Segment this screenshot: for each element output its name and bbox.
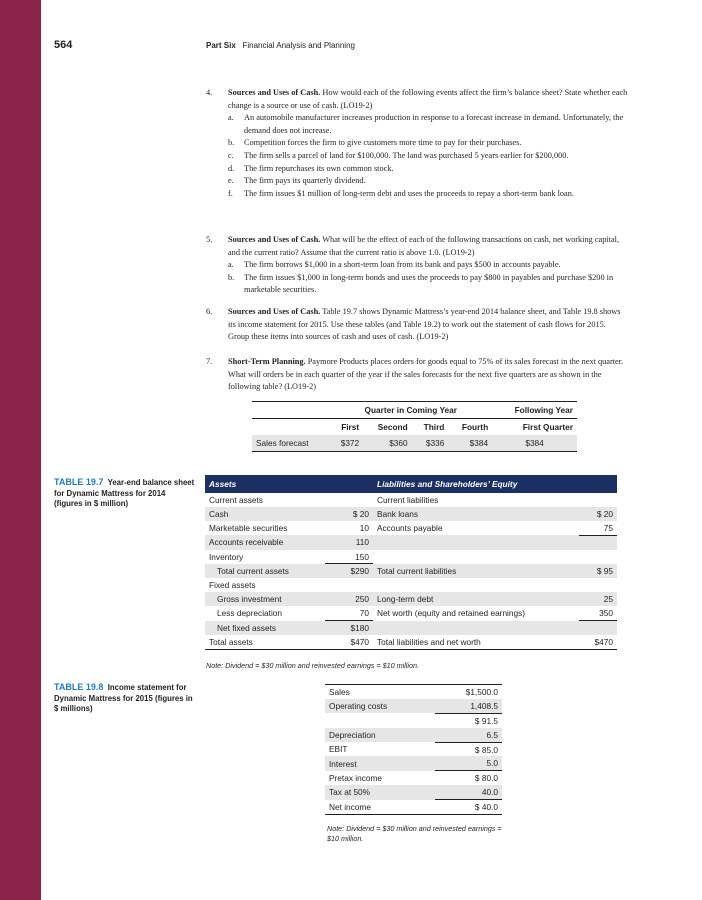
table-row — [325, 742, 502, 756]
table-header-row — [252, 419, 577, 436]
question-number: 6. — [206, 307, 213, 316]
caption-text: Income statement for Dynamic Mattress for 2015 (figures in $ millions) — [54, 683, 193, 713]
group-header-following-year: Following Year — [492, 402, 577, 419]
item-letter: f. — [228, 188, 233, 198]
item-text: The firm borrows $1,000 in a short-term loan from its bank and pays $500 in accounts payable. — [244, 260, 561, 270]
income-statement-table — [325, 684, 502, 815]
note-label: Note: — [206, 661, 224, 670]
sales-forecast-table — [252, 401, 577, 452]
table-cell: $384 — [492, 435, 577, 452]
liability-label: Total current liabilities — [373, 564, 579, 578]
page-spine — [0, 0, 41, 900]
table-row — [205, 635, 617, 649]
liability-label: Long-term debt — [373, 592, 579, 606]
liability-label — [373, 621, 579, 635]
liability-value: 25 — [579, 592, 617, 606]
table-row — [205, 493, 617, 507]
header-cell — [252, 419, 329, 436]
table-row — [205, 507, 617, 521]
table-row — [205, 592, 617, 606]
item-text: An automobile manufacturer increases production in response to a forecast increase in demand. Unfortunately, the demand does not increase. — [244, 113, 624, 135]
question-text: Table 19.7 shows Dynamic Mattress’s year-end 2014 balance sheet, and Table 19.8 shows its income statement for 2015. Use these tables (and Table 19.2) to work out the statement of cash flows for 2015. Group these items into sources of cash and uses of cash. (LO19-2) — [228, 307, 621, 342]
row-label: Depreciation — [325, 728, 435, 742]
question-title: Sources and Uses of Cash. — [228, 235, 321, 244]
header-cell — [252, 402, 329, 419]
liability-label — [373, 535, 579, 549]
table-row — [252, 435, 577, 452]
caption-text: Year-end balance sheet for Dynamic Mattress for 2014 (figures in $ million) — [54, 478, 195, 508]
col-header: Third — [423, 422, 445, 432]
row-value: 6.5 — [435, 728, 502, 742]
liability-value: 75 — [579, 521, 617, 535]
question-item — [228, 137, 628, 150]
row-value: $ 40.0 — [474, 802, 498, 813]
asset-value: 70 — [325, 606, 373, 620]
header-liabilities: Liabilities and Shareholders’ Equity — [373, 475, 579, 493]
asset-value: 10 — [359, 522, 369, 533]
item-letter: c. — [228, 150, 234, 160]
table-cell: $360 — [363, 435, 411, 452]
table-19-8-note — [327, 824, 509, 844]
question-body — [228, 356, 628, 394]
note-text: Dividend = $30 million and reinvested earnings = $10 million. — [327, 824, 502, 843]
item-letter: d. — [228, 163, 235, 173]
table-19-7-note — [206, 661, 419, 670]
question-item — [228, 188, 628, 201]
row-value: $1,500.0 — [465, 686, 498, 697]
question-body — [228, 306, 628, 344]
asset-value: $ 20 — [325, 507, 373, 521]
row-value: 1,408.5 — [435, 699, 502, 713]
asset-label: Gross investment — [205, 592, 325, 606]
table-row — [325, 685, 502, 699]
question-title: Sources and Uses of Cash. — [228, 88, 321, 97]
liability-value: $470 — [594, 636, 613, 647]
liability-label: Accounts payable — [377, 522, 443, 533]
liability-value: $ 95 — [579, 564, 617, 578]
liability-label: Total liabilities and net worth — [377, 636, 481, 647]
col-header: First Quarter — [522, 422, 573, 432]
item-letter: b. — [228, 272, 235, 282]
table-row — [205, 621, 617, 635]
asset-label: Marketable securities — [209, 522, 288, 533]
row-label: Tax at 50% — [325, 785, 435, 799]
table-19-7-caption — [54, 477, 196, 510]
question-item — [228, 150, 628, 163]
row-label: EBIT — [329, 744, 348, 755]
table-cell: $384 — [448, 435, 492, 452]
col-header: Second — [377, 422, 408, 432]
table-row — [325, 771, 502, 785]
liability-value — [579, 578, 617, 592]
asset-label: Total assets — [209, 636, 253, 647]
asset-value: 250 — [325, 592, 373, 606]
liability-label: Current liabilities — [377, 494, 439, 505]
item-letter: b. — [228, 138, 235, 148]
row-label: Sales — [329, 686, 350, 697]
liability-label — [373, 550, 579, 564]
item-text: The firm issues $1,000 in long-term bonds and uses the proceeds to pay $800 in payables and purchase $200 in marketable securities. — [244, 272, 614, 295]
liability-value: $ 20 — [579, 507, 617, 521]
question-item — [228, 259, 628, 272]
row-label: Operating costs — [325, 699, 435, 713]
col-header: Fourth — [461, 422, 489, 432]
question-body — [228, 234, 628, 297]
question-number: 5. — [206, 235, 213, 244]
asset-label: Total current assets — [205, 564, 325, 578]
liability-value — [579, 621, 617, 635]
asset-value: 110 — [325, 535, 373, 549]
table-row — [325, 800, 502, 815]
table-header-row — [205, 475, 617, 493]
question-text: Paymore Products places orders for goods equal to 75% of its sales forecast in the next quarter. What will orders be in each quarter of the year if the sales forecasts for the next five quarters are as shown in the following table? (LO19-2) — [228, 357, 624, 392]
balance-sheet-table — [205, 475, 617, 650]
table-row — [205, 550, 617, 564]
table-label: TABLE 19.7 — [54, 477, 104, 487]
table-label: TABLE 19.8 — [54, 682, 104, 692]
table-row — [205, 606, 617, 620]
asset-label: Accounts receivable — [205, 535, 325, 549]
table-row — [205, 521, 617, 535]
row-value: $ 85.0 — [474, 744, 498, 755]
row-label: Net income — [329, 801, 371, 812]
asset-label: Less depreciation — [217, 608, 283, 619]
asset-label: Net fixed assets — [205, 621, 325, 635]
question-item — [228, 112, 628, 137]
note-label: Note: — [327, 824, 345, 833]
asset-label: Inventory — [209, 551, 244, 562]
question-title: Sources and Uses of Cash. — [228, 307, 321, 316]
liability-value — [579, 493, 617, 507]
row-label: Interest — [325, 756, 435, 770]
asset-label: Current assets — [209, 494, 263, 505]
asset-label: Cash — [205, 507, 325, 521]
asset-value — [325, 578, 373, 592]
note-text: Dividend = $30 million and reinvested earnings = $10 million. — [225, 661, 419, 670]
asset-label: Fixed assets — [209, 580, 256, 591]
row-value: 40.0 — [435, 785, 502, 799]
table-row — [325, 785, 502, 799]
table-row — [325, 756, 502, 770]
asset-value: $470 — [350, 636, 369, 647]
question-item — [228, 163, 628, 176]
page-number: 564 — [54, 39, 73, 51]
row-label: Sales forecast — [252, 435, 329, 452]
liability-label: Net worth (equity and retained earnings) — [377, 608, 526, 619]
item-text: The firm issues $1 million of long-term debt and uses the proceeds to repay a short-term bank loan. — [244, 188, 574, 198]
section-label: Financial Analysis and Planning — [242, 41, 355, 50]
row-value: $ 80.0 — [474, 773, 498, 784]
row-value: $ 91.5 — [474, 715, 498, 726]
item-letter: e. — [228, 176, 234, 186]
asset-value — [325, 493, 373, 507]
table-row — [325, 728, 502, 742]
asset-value: $180 — [325, 621, 373, 635]
question-item — [228, 272, 628, 297]
question-number: 7. — [206, 357, 213, 366]
item-text: The firm sells a parcel of land for $100,000. The land was purchased 5 years earlier for $200,000. — [244, 150, 569, 160]
row-value: 5.0 — [435, 756, 502, 770]
question-item — [228, 175, 628, 188]
table-header-row — [252, 402, 577, 419]
question-body — [228, 87, 628, 200]
table-row — [325, 699, 502, 713]
question-number: 4. — [206, 88, 213, 97]
liability-value: 350 — [579, 606, 617, 620]
running-head — [206, 41, 355, 50]
header-assets: Assets — [205, 475, 325, 493]
asset-value: $290 — [325, 564, 373, 578]
item-letter: a. — [228, 113, 234, 123]
liability-label — [373, 578, 579, 592]
table-cell: $372 — [329, 435, 363, 452]
col-header: First — [341, 422, 360, 432]
question-title: Short-Term Planning. — [228, 357, 306, 366]
header-cell — [579, 475, 617, 493]
liability-label: Bank loans — [373, 507, 579, 521]
group-header-coming-year: Quarter in Coming Year — [329, 402, 492, 419]
row-label — [325, 713, 435, 727]
table-19-8-caption — [54, 682, 196, 715]
question-text: How would each of the following events affect the firm’s balance sheet? State whether each change is a source or use of cash. (LO19-2) — [228, 88, 628, 110]
item-letter: a. — [228, 260, 234, 270]
asset-value: 150 — [325, 550, 373, 564]
table-row — [325, 713, 502, 727]
table-row — [205, 578, 617, 592]
item-text: The firm repurchases its own common stock. — [244, 163, 394, 173]
table-row — [205, 535, 617, 549]
item-text: The firm pays its quarterly dividend. — [244, 176, 366, 186]
table-cell: $336 — [412, 435, 449, 452]
item-text: Competition forces the firm to give customers more time to pay for their purchases. — [244, 138, 522, 148]
question-text: What will be the effect of each of the following transactions on cash, net working capital, and the current ratio? Assume that the current ratio is above 1.0. (LO19-2) — [228, 235, 620, 257]
row-label: Pretax income — [329, 773, 383, 784]
liability-value — [579, 550, 617, 564]
part-label: Part Six — [206, 41, 236, 50]
header-cell — [325, 475, 373, 493]
table-row — [205, 564, 617, 578]
liability-value — [579, 535, 617, 549]
